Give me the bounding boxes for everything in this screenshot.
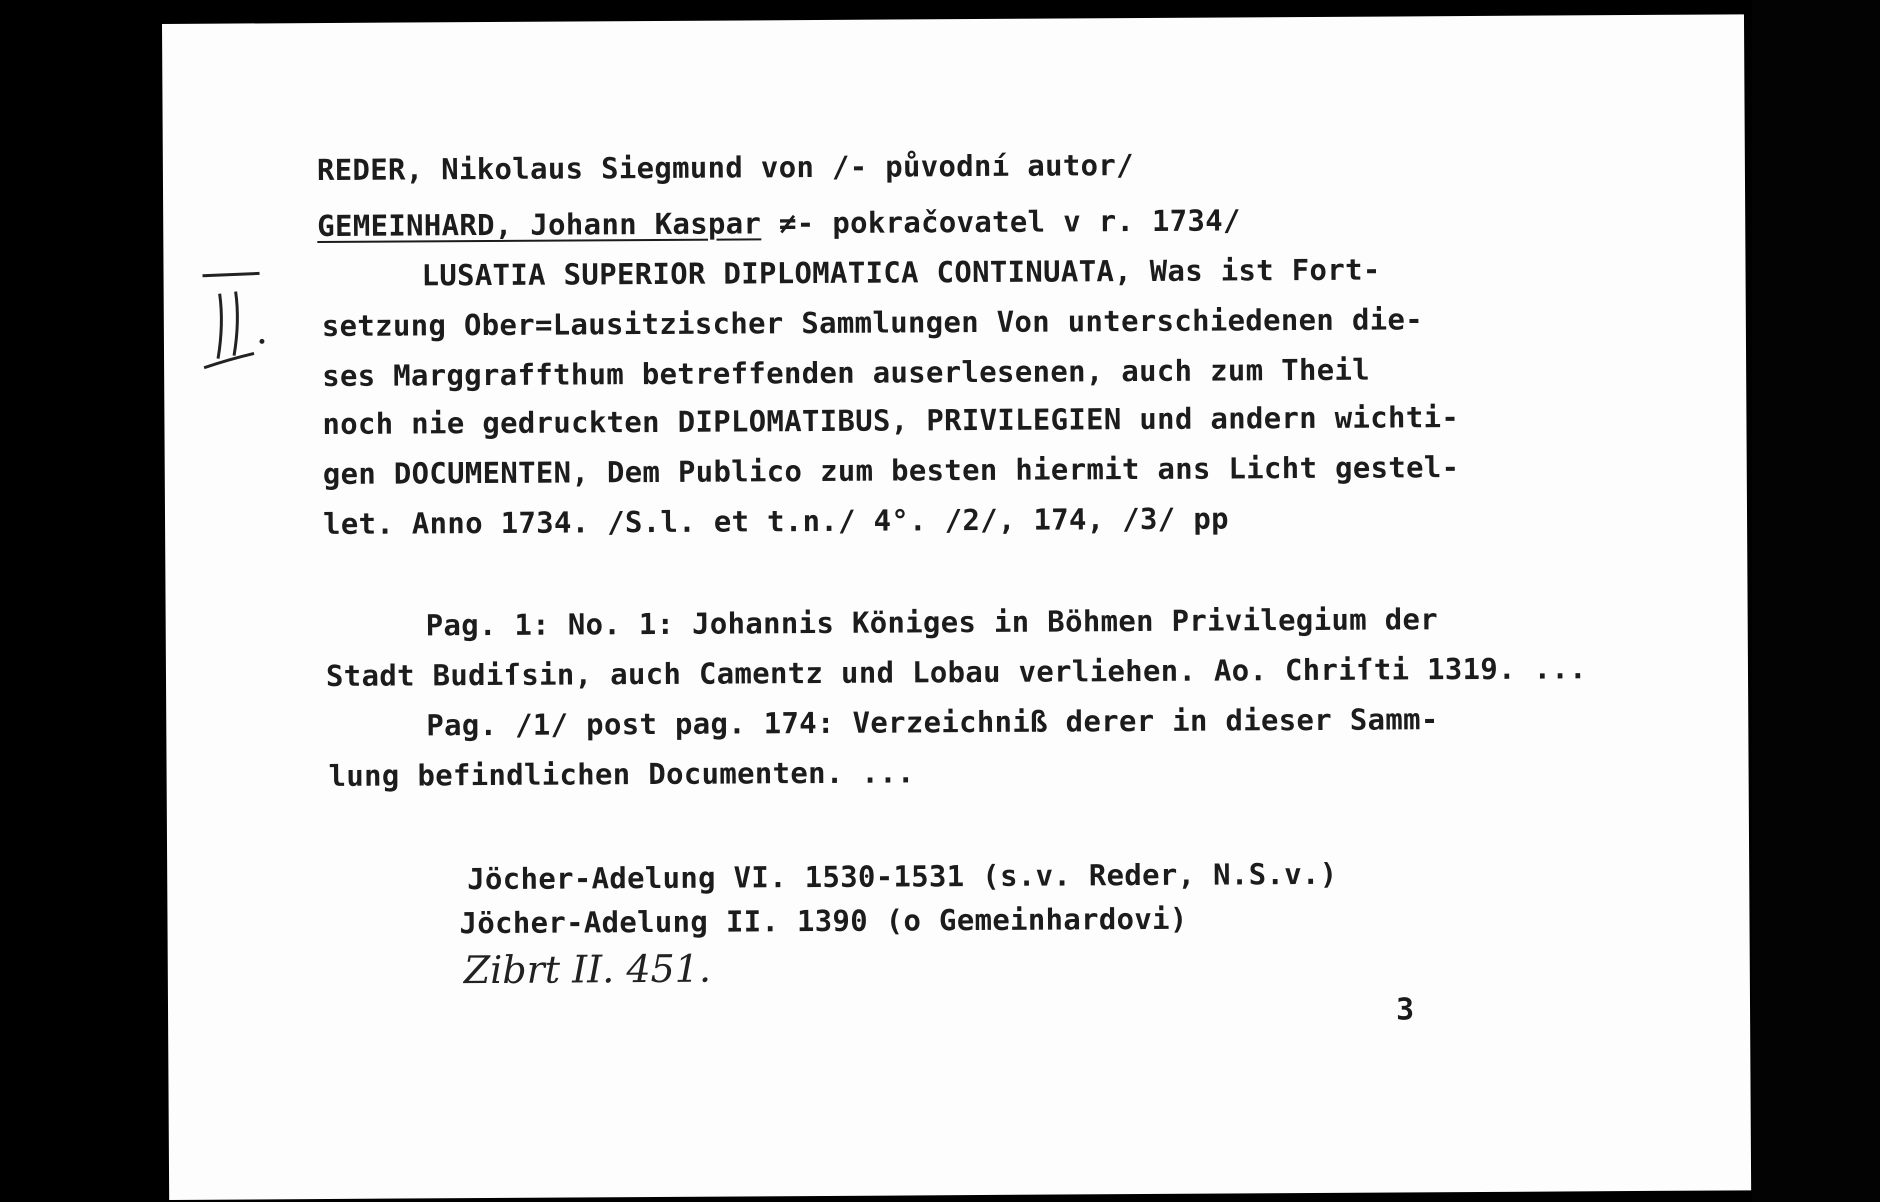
handwritten-reference: Zibrt II. 451. (463, 946, 712, 993)
contents-line: lung befindlichen Documenten. ... (328, 755, 915, 793)
description-line: gen DOCUMENTEN, Dem Publico zum besten hiermit ans Licht gestel- (322, 450, 1460, 492)
reference-line: Jöcher-Adelung II. 1390 (o Gemeinhardovi) (459, 901, 1188, 941)
contents-line: Pag. 1: No. 1: Johannis Königes in Böhmen Privilegium der (425, 602, 1439, 643)
description-line: let. Anno 1734. /S.l. et t.n./ 4°. /2/, 174, /3/ pp (322, 501, 1229, 542)
continuator-role: ≠- pokračovatel v r. 1734/ (761, 203, 1241, 241)
contents-line: Pag. /1/ post pag. 174: Verzeichniß derer in dieser Samm- (426, 702, 1439, 743)
description-line: setzung Ober=Lausitzischer Sammlungen Von unterschiedenen die- (321, 302, 1424, 344)
author-line: REDER, Nikolaus Siegmund von /- původní autor/ (316, 148, 1134, 188)
margin-mark-numeral (197, 263, 278, 373)
catalog-card (162, 14, 1751, 1200)
continuator-name: GEMEINHARD, Johann Kaspar (317, 206, 762, 244)
contents-line: Stadt Budiſsin, auch Camentz und Lobau verliehen. Ao. Chriſti 1319. ... (325, 651, 1587, 694)
scan-border-right (1752, 0, 1880, 1202)
description-line: ses Marggraffthum betreffenden auserlesenen, auch zum Theil (322, 352, 1371, 394)
scan-border-left (0, 0, 162, 1202)
page-number: 3 (1395, 992, 1415, 1028)
description-line: noch nie gedruckten DIPLOMATIBUS, PRIVILEGIEN und andern wichti- (322, 400, 1460, 442)
continuator-line (317, 203, 1241, 243)
description-line: LUSATIA SUPERIOR DIPLOMATICA CONTINUATA, Was ist Fort- (421, 252, 1381, 293)
reference-line: Jöcher-Adelung VI. 1530-1531 (s.v. Reder, N.S.v.) (467, 856, 1338, 897)
